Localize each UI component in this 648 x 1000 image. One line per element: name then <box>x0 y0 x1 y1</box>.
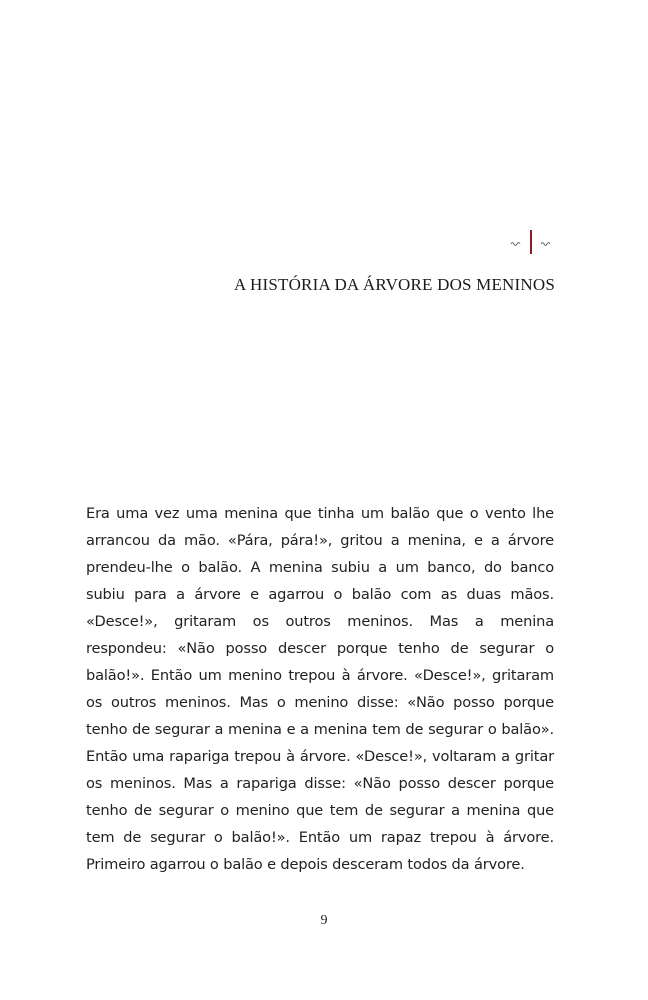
chapter-bar-icon <box>530 230 532 254</box>
right-squiggle-icon <box>541 243 550 246</box>
page-number: 9 <box>320 913 328 928</box>
story-paragraph: Era uma vez uma menina que tinha um balão que o vento lhe arrancou da mão. «Pára, pára!», gritou a menina, e a árvore prendeu-lhe o balão. A menina subiu a um banco, do banco subiu para a árvore e agarrou o balão com as duas mãos. «Desce!», gritaram os outros meninos. Mas a menina respondeu: «Não posso descer porque tenho de segurar o balão!». Então um menino trepou à árvore. «Desce!», gritaram os outros meninos. Mas o menino disse: «Não posso porque tenho de segurar a menina e a menina tem de segurar o balão». Então uma rapariga trepou à árvore. «Desce!», voltaram a gritar os meninos. Mas a rapariga disse: «Não posso descer porque tenho de segurar o menino que tem de segurar a menina que tem de segurar o balão!». Então um rapaz trepou à árvore. Primeiro agarrou o balão e depois desceram todos da árvore. <box>86 505 554 873</box>
chapter-title: A HISTÓRIA DA ÁRVORE DOS MENINOS <box>234 275 555 294</box>
chapter-divider-icon <box>505 228 557 256</box>
left-squiggle-icon <box>511 243 520 246</box>
